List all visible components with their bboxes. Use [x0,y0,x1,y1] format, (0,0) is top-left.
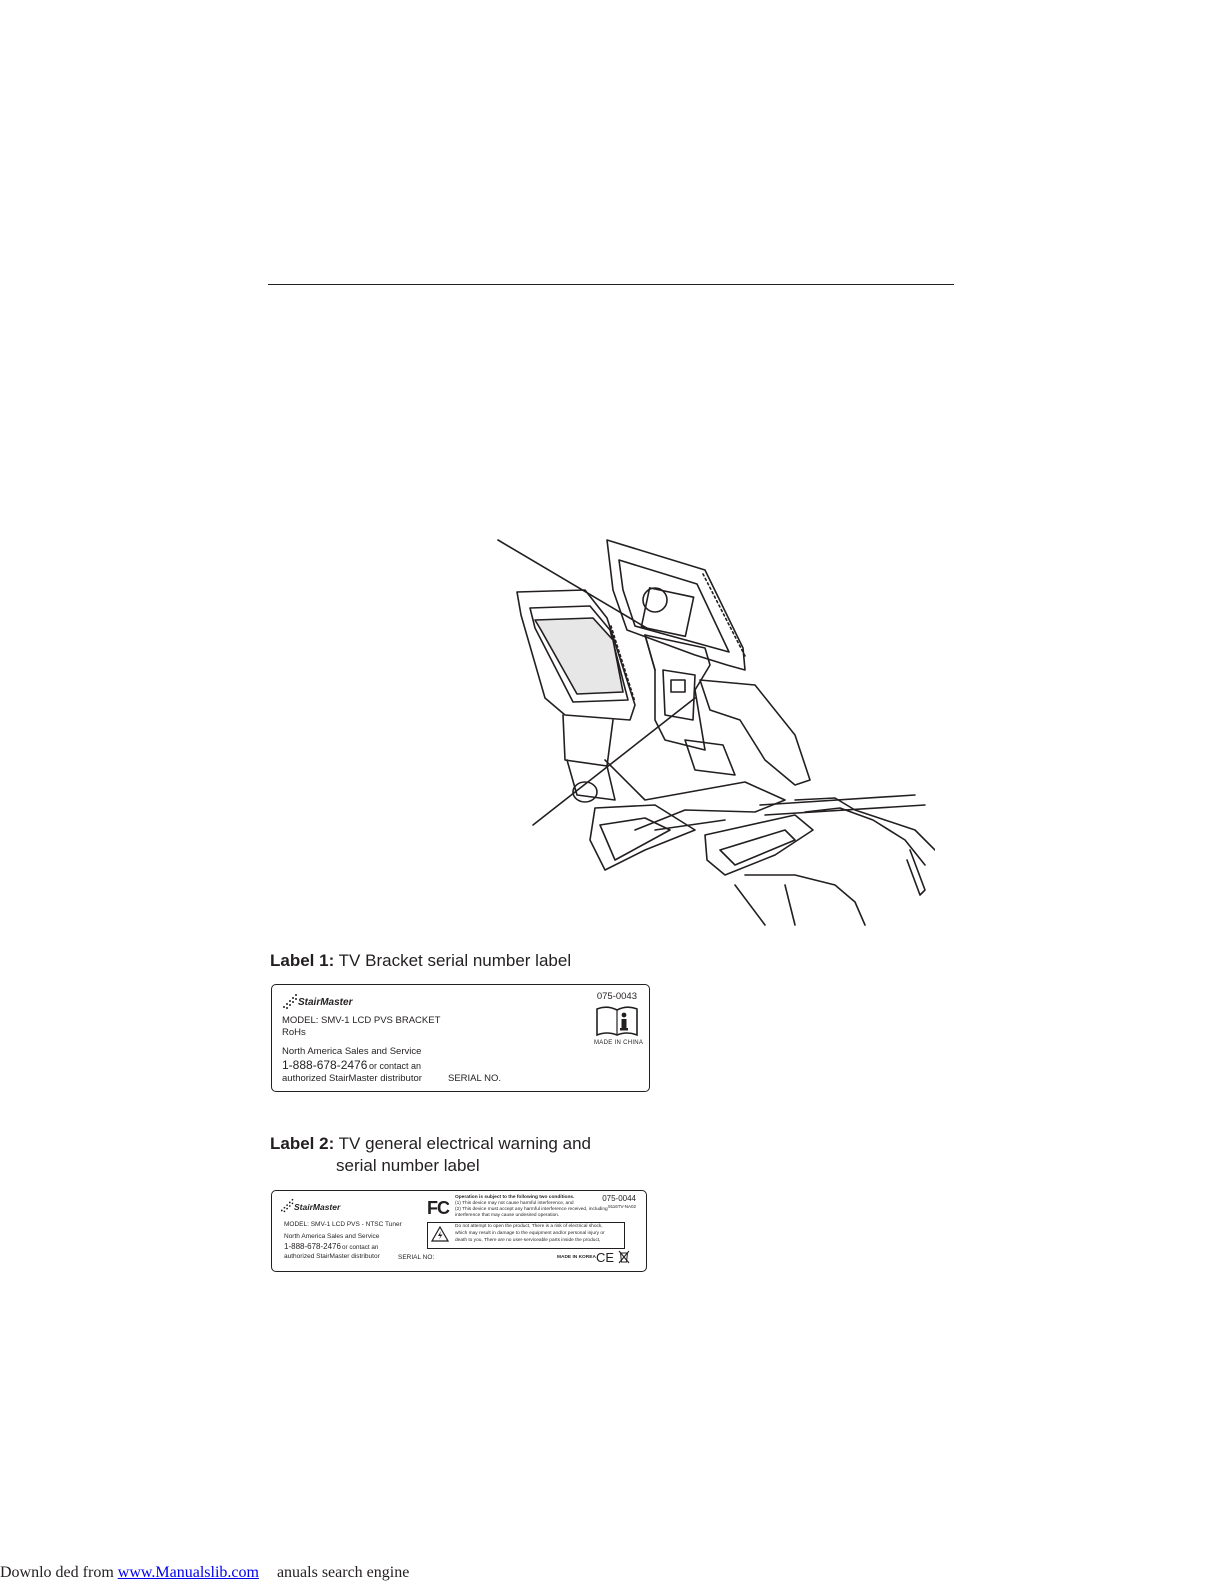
fcc-logo-icon: FC [427,1198,449,1218]
label2-serial: SERIAL NO: [398,1254,435,1261]
label2-part-number: 075-0044 [602,1194,636,1203]
label2-warning-1: Do not attempt to open the product, There is a risk of electrical shock, [455,1224,603,1229]
label2-warning-3: death to you, There are no user-serviceable parts inside the product, [455,1238,601,1243]
label2-caption-line2: serial number label [336,1156,480,1175]
footer [0,1564,409,1582]
footer-link[interactable]: www.Manualslib.com [117,1564,259,1581]
label2-service-line: North America Sales and Service [284,1233,380,1240]
header-rule [268,284,954,285]
label2-card [271,1190,647,1272]
label2-contact-suffix: or contact an [342,1244,379,1251]
label1-service-line: North America Sales and Service [282,1046,422,1057]
label1-brand: StairMaster [298,997,353,1008]
label1-caption-text: TV Bracket serial number label [338,951,572,970]
footer-prefix: Downlo ded from [0,1564,114,1581]
right-monitor [607,540,745,670]
label1-origin: MADE IN CHINA [594,1040,644,1046]
label2-warning-2: which may result in damage to the equipment and/or personal injury or [455,1231,605,1236]
label2-fcc-text-1: Operation is subject to the following two conditions. [455,1195,575,1200]
callout-line-bottom [533,698,695,825]
electric-shock-warning-icon [431,1226,449,1242]
label1-distributor: authorized StairMaster distributor [282,1073,422,1084]
label2-distributor: authorized StairMaster distributor [284,1253,380,1260]
label1-part-number: 075-0043 [596,991,637,1002]
label2-caption-prefix: Label 2: [270,1134,335,1153]
label2-fcc-text-2: (1) This device may not cause harmful interference, and [455,1201,574,1206]
label1-card [271,984,650,1092]
left-monitor [517,590,635,802]
tv-bracket-illustration [495,530,935,935]
label1-model: MODEL: SMV-1 LCD PVS BRACKET [282,1015,441,1026]
label2-phone: 1-888-678-2476 [284,1242,341,1251]
crossed-bin-icon [618,1250,630,1264]
label1-serial: SERIAL NO. [448,1073,501,1084]
label2-fcc-text-4: interference that may cause undesired operation. [455,1213,560,1218]
label2-sub-code: 9116TV-NA02 [608,1204,636,1209]
label2-fcc-text-3: (2) This device must accept any harmful interference received, including [455,1207,608,1212]
footer-suffix: anuals search engine [276,1564,410,1581]
ce-mark-icon: CE [596,1250,615,1265]
label1-caption [270,950,571,972]
bracket-mount [645,635,710,750]
manual-info-icon [595,1005,639,1037]
label1-phone: 1-888-678-2476 [282,1058,368,1072]
console-frame [590,680,935,925]
label2-origin: MADE IN KOREA [557,1255,596,1260]
label1-contact-suffix: or contact an [369,1061,422,1071]
label2-model: MODEL: SMV-1 LCD PVS - NTSC Tuner [284,1221,402,1228]
label1-rohs: RoHs [282,1027,306,1038]
label2-brand: StairMaster [294,1202,341,1212]
label2-caption-line1: TV general electrical warning and [338,1134,591,1153]
label1-caption-prefix: Label 1: [270,951,335,970]
label2-caption [270,1133,591,1177]
